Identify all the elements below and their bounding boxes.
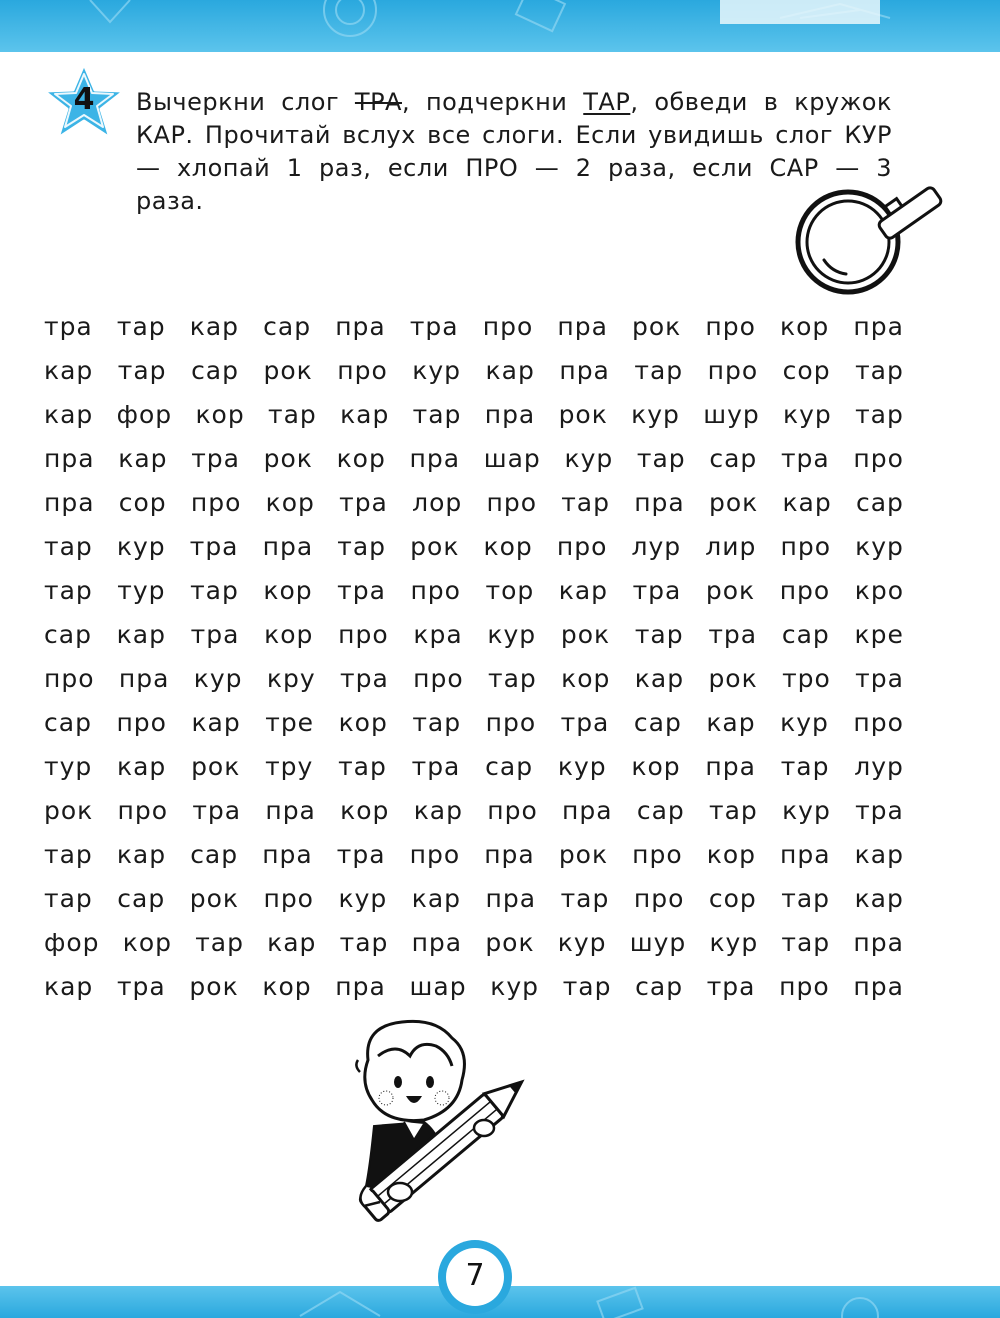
syllable: тар (44, 883, 93, 913)
syllable: кур (709, 927, 759, 957)
syllable: про (780, 531, 832, 561)
syllable: кор (265, 487, 315, 517)
syllable: тар (781, 883, 831, 913)
syllable: тра (632, 575, 682, 605)
syllable-row (44, 920, 904, 964)
syllable: сар (263, 311, 312, 341)
syllable: рок (189, 971, 239, 1001)
syllable-row (44, 568, 904, 612)
syllable: про (853, 707, 904, 737)
task-number: 4 (73, 82, 95, 117)
syllable: тра (706, 971, 756, 1001)
band-decoration-icon (0, 0, 1000, 52)
syllable: рок (485, 927, 535, 957)
syllable: кар (44, 355, 94, 385)
syllable: кор (264, 619, 314, 649)
syllable: тра (708, 619, 758, 649)
syllable: пра (262, 531, 314, 561)
syllable: кар (44, 971, 94, 1001)
syllable: кур (193, 663, 243, 693)
syllable: тар (634, 355, 684, 385)
syllable: кор (122, 927, 172, 957)
syllable: тра (340, 663, 389, 693)
syllable: рок (705, 575, 756, 605)
syllable: рок (708, 487, 759, 517)
syllable: тар (780, 751, 830, 781)
instruction-text-3: , обведи в кружок КАР. Прочитай вслух все слоги. Если увидишь слог КУР — хлопай 1 раз, если ПРО — 2 раза, если САР — 3 раза. (136, 88, 892, 215)
syllable: кур (490, 971, 540, 1001)
syllable: рок (410, 531, 460, 561)
syllable: лир (705, 531, 757, 561)
syllable: тар (855, 355, 904, 385)
syllable: тра (411, 751, 461, 781)
syllable-row (44, 788, 904, 832)
syllable: про (707, 355, 759, 385)
syllable: рок (558, 399, 608, 429)
syllable: сар (485, 751, 534, 781)
syllable: кор (262, 971, 312, 1001)
syllable: кур (564, 443, 614, 473)
syllable: рок (560, 619, 611, 649)
syllable: сар (44, 707, 92, 737)
syllable: кар (854, 839, 904, 869)
top-decorative-band (0, 0, 1000, 52)
syllable: кор (195, 399, 245, 429)
syllable-row (44, 480, 904, 524)
syllable: тар (412, 707, 462, 737)
syllable: тра (409, 311, 459, 341)
syllable: пра (485, 883, 537, 913)
syllable: кра (413, 619, 463, 649)
syllable: рок (263, 355, 313, 385)
child-with-pencil-icon (340, 1016, 570, 1246)
page-number: 7 (465, 1258, 485, 1293)
syllable: про (409, 839, 461, 869)
syllable: кур (412, 355, 462, 385)
syllable: рок (558, 839, 609, 869)
syllable: кор (263, 575, 313, 605)
syllable: кор (336, 443, 386, 473)
syllable: пра (44, 443, 95, 473)
syllable: тар (562, 971, 612, 1001)
syllable-row (44, 656, 904, 700)
instruction-text-2: , подчеркни (401, 88, 584, 116)
syllable: тра (190, 619, 240, 649)
syllable: пра (853, 971, 904, 1001)
syllable: кар (340, 399, 390, 429)
syllable: тар (560, 883, 610, 913)
syllable: пра (780, 839, 831, 869)
syllable: пра (634, 487, 685, 517)
syllable: кар (44, 399, 94, 429)
syllable: лур (854, 751, 904, 781)
syllable: пра (557, 311, 608, 341)
syllable: кур (782, 795, 831, 825)
syllable: кар (854, 883, 904, 913)
syllable: лур (631, 531, 682, 561)
syllable: тре (265, 707, 315, 737)
syllable: пра (265, 795, 316, 825)
syllable: про (779, 971, 830, 1001)
syllable: про (485, 707, 537, 737)
syllable: шур (629, 927, 687, 957)
syllable: тра (855, 795, 904, 825)
syllable: про (482, 311, 534, 341)
syllable: тар (44, 839, 93, 869)
syllable: тар (339, 927, 389, 957)
syllable: пра (705, 751, 756, 781)
syllable: сар (117, 883, 166, 913)
syllable-row (44, 524, 904, 568)
syllable: кар (782, 487, 832, 517)
syllable: тар (709, 795, 758, 825)
syllable: про (190, 487, 242, 517)
syllable: пра (262, 839, 313, 869)
syllable-row (44, 744, 904, 788)
syllable: тар (44, 531, 93, 561)
syllable: кур (780, 707, 829, 737)
syllable: кро (854, 575, 904, 605)
syllable-row (44, 700, 904, 744)
syllable: сор (708, 883, 757, 913)
syllable: пра (335, 311, 386, 341)
syllable: кар (413, 795, 463, 825)
syllable: про (633, 883, 685, 913)
syllable: сар (44, 619, 92, 649)
syllable: кар (267, 927, 317, 957)
syllable: кар (191, 707, 241, 737)
syllable: тра (339, 487, 388, 517)
syllable: пра (484, 399, 536, 429)
syllable: тро (782, 663, 831, 693)
syllable: про (44, 663, 95, 693)
syllable: тар (268, 399, 317, 429)
syllable: кур (557, 927, 607, 957)
syllable: сар (855, 487, 904, 517)
syllable: сар (635, 971, 684, 1001)
syllable: тра (189, 531, 239, 561)
syllable: тра (855, 663, 904, 693)
syllable: кор (338, 707, 388, 737)
syllable: шар (409, 971, 467, 1001)
syllable: пра (44, 487, 95, 517)
syllable: сар (190, 839, 239, 869)
syllable: тру (265, 751, 314, 781)
syllable: тар (190, 575, 239, 605)
syllable: тар (116, 311, 166, 341)
syllable: лор (412, 487, 463, 517)
syllable: про (263, 883, 314, 913)
syllable: про (632, 839, 683, 869)
syllable: рок (189, 883, 239, 913)
syllable-row (44, 964, 904, 1008)
syllable: тар (44, 575, 93, 605)
magnifying-glass-icon (790, 172, 970, 302)
syllable: кар (634, 663, 685, 693)
syllable: кор (561, 663, 611, 693)
syllable: сор (118, 487, 167, 517)
syllable: пра (411, 927, 463, 957)
syllable: кор (780, 311, 830, 341)
syllable: тур (117, 575, 166, 605)
syllable: сор (782, 355, 831, 385)
syllable: кур (783, 399, 832, 429)
syllable: про (779, 575, 831, 605)
syllable: рок (191, 751, 241, 781)
syllable: тар (781, 927, 831, 957)
syllable: тар (337, 531, 387, 561)
syllable: тар (195, 927, 244, 957)
syllable: сар (781, 619, 830, 649)
underlined-syllable: ТАР (583, 88, 631, 116)
syllable: пра (559, 355, 610, 385)
syllable: шар (483, 443, 541, 473)
syllable-row (44, 392, 904, 436)
syllable: кур (557, 751, 607, 781)
syllable: кар (706, 707, 756, 737)
syllable-row (44, 832, 904, 876)
syllable: про (705, 311, 756, 341)
syllable: тра (116, 971, 166, 1001)
syllable: сар (191, 355, 239, 385)
syllable: рок (632, 311, 682, 341)
syllable: рок (708, 663, 758, 693)
syllable: тра (192, 795, 242, 825)
page-number-badge (438, 1240, 512, 1314)
syllable: кар (117, 751, 167, 781)
syllable: кар (558, 575, 609, 605)
syllable: рок (44, 795, 94, 825)
syllable: тра (560, 707, 610, 737)
syllable: про (117, 795, 169, 825)
syllable: про (853, 443, 904, 473)
syllable: кар (189, 311, 240, 341)
syllable-grid (44, 304, 904, 1008)
syllable: кор (483, 531, 533, 561)
syllable: кар (411, 883, 462, 913)
syllable: кар (485, 355, 535, 385)
syllable: тар (561, 487, 610, 517)
syllable: пра (853, 927, 904, 957)
syllable: пра (562, 795, 613, 825)
task-number-badge (40, 60, 128, 144)
syllable: про (486, 487, 537, 517)
syllable: пра (118, 663, 170, 693)
syllable: кре (854, 619, 904, 649)
syllable: тар (117, 355, 167, 385)
syllable-row (44, 348, 904, 392)
syllable: про (410, 575, 461, 605)
syllable: тур (44, 751, 93, 781)
task-instructions (136, 86, 892, 218)
syllable: про (116, 707, 167, 737)
syllable: про (338, 619, 389, 649)
syllable: пра (409, 443, 461, 473)
syllable: про (337, 355, 388, 385)
syllable: сар (709, 443, 758, 473)
syllable: сар (633, 707, 682, 737)
syllable: кур (631, 399, 680, 429)
syllable: про (413, 663, 464, 693)
crossed-syllable: ТРА (354, 88, 402, 116)
syllable: пра (484, 839, 535, 869)
syllable: тар (412, 399, 462, 429)
syllable: тар (634, 619, 684, 649)
syllable: кур (855, 531, 904, 561)
syllable: тра (336, 839, 386, 869)
instruction-text-1: Вычеркни слог (136, 88, 355, 116)
syllable: про (556, 531, 608, 561)
syllable: тар (488, 663, 537, 693)
syllable: тра (337, 575, 386, 605)
syllable: тра (780, 443, 830, 473)
syllable: кру (266, 663, 316, 693)
syllable: фор (116, 399, 173, 429)
syllable: тра (44, 311, 93, 341)
syllable: кор (340, 795, 390, 825)
syllable-row (44, 612, 904, 656)
syllable: рок (263, 443, 313, 473)
syllable: тор (485, 575, 535, 605)
syllable: кур (487, 619, 537, 649)
syllable: тра (191, 443, 240, 473)
syllable: кур (116, 531, 166, 561)
syllable: кор (631, 751, 681, 781)
syllable: шур (703, 399, 760, 429)
syllable: пра (335, 971, 386, 1001)
syllable: пра (853, 311, 904, 341)
syllable: про (487, 795, 538, 825)
syllable: сар (636, 795, 685, 825)
syllable: кар (116, 839, 167, 869)
syllable-row (44, 876, 904, 920)
syllable: фор (44, 927, 100, 957)
syllable-row (44, 304, 904, 348)
syllable: кор (706, 839, 756, 869)
syllable: кар (118, 443, 168, 473)
syllable: тар (855, 399, 904, 429)
syllable: кар (116, 619, 166, 649)
syllable: тар (636, 443, 686, 473)
syllable: кур (338, 883, 388, 913)
syllable: тар (338, 751, 387, 781)
syllable-row (44, 436, 904, 480)
